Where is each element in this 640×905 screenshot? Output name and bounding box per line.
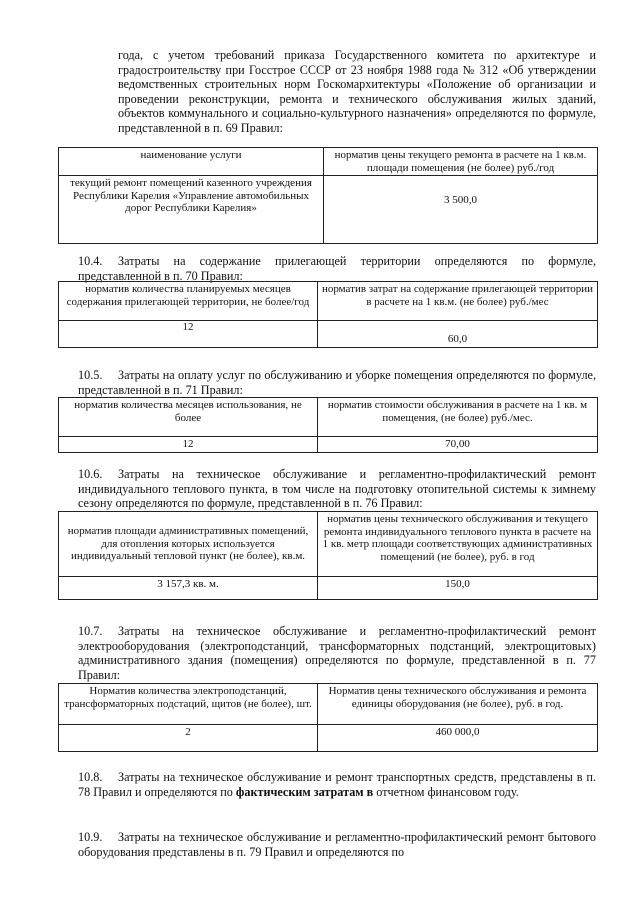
table-cell: текущий ремонт помещений казенного учреждения Республики Карелия «Управление автомобильных дорог Республики Карелия» bbox=[59, 176, 324, 244]
intro-paragraph: года, с учетом требований приказа Государственного комитета по архитектуре и градостроительству при Госстрое СССР от 23 ноября 1988 года № 312 «Об утверждении ведомственных строительных норм Госкомархитектуры «Положение об организации и проведении реконструкции, ремонта и технического обслуживания жилых зданий, объектов коммунального и социально-культурного назначения» определяются по формуле, представленной в п. 69 Правил: bbox=[118, 48, 596, 135]
table-cell: 460 000,0 bbox=[318, 725, 598, 752]
table-header-row bbox=[59, 282, 598, 321]
table-header-cell: норматив затрат на содержание прилегающей территории в расчете на 1 кв.м. (не более) руб./мес bbox=[318, 282, 598, 321]
table-cleaning bbox=[58, 397, 598, 453]
table-cell: 12 bbox=[59, 437, 318, 453]
section-number: 10.7. bbox=[78, 624, 103, 638]
section-10-8 bbox=[78, 770, 596, 799]
table-cell: 70,00 bbox=[318, 437, 598, 453]
section-number: 10.5. bbox=[78, 368, 103, 382]
table-header-cell: норматив цены технического обслуживания и текущего ремонта индивидуального теплового пункта в расчете на 1 кв. метр площади соответствующих административных помещений (не более), руб. в год bbox=[318, 512, 598, 577]
table-row bbox=[59, 176, 598, 244]
section-number: 10.8. bbox=[78, 770, 103, 784]
table-row bbox=[59, 437, 598, 453]
table-current-repair bbox=[58, 147, 598, 244]
table-electro bbox=[58, 683, 598, 752]
section-text: Затраты на содержание прилегающей территории определяются по формуле, представленной в п. 70 Правил: bbox=[78, 254, 596, 283]
section-number: 10.4. bbox=[78, 254, 103, 268]
table-header-row bbox=[59, 684, 598, 725]
table-cell: 3 157,3 кв. м. bbox=[59, 577, 318, 600]
table-cell: 12 bbox=[59, 321, 318, 348]
table-header-cell: норматив цены текущего ремонта в расчете на 1 кв.м. площади помещения (не более) руб./год bbox=[324, 148, 598, 176]
section-text: Затраты на техническое обслуживание и регламентно-профилактический ремонт бытового оборудования представлены в п. 79 Правил и определяются по bbox=[78, 830, 596, 859]
table-header-cell: норматив количества месяцев использования, не более bbox=[59, 398, 318, 437]
table-header-cell: Норматив цены технического обслуживания и ремонта единицы оборудования (не более), руб. в год. bbox=[318, 684, 598, 725]
section-10-9 bbox=[78, 830, 596, 859]
table-cell: 60,0 bbox=[318, 321, 598, 348]
table-header-cell: норматив стоимости обслуживания в расчете на 1 кв. м помещения, (не более) руб./мес. bbox=[318, 398, 598, 437]
section-10-5 bbox=[78, 368, 596, 397]
table-header-row bbox=[59, 398, 598, 437]
table-row bbox=[59, 725, 598, 752]
section-text: отчетном финансовом году. bbox=[373, 784, 519, 799]
table-row bbox=[59, 577, 598, 600]
table-territory bbox=[58, 281, 598, 348]
table-heat-point bbox=[58, 511, 598, 600]
section-text: Затраты на техническое обслуживание и ремонт транспортных средств, представлены в п. 78 Правил и определяются по bbox=[78, 770, 596, 799]
section-number: 10.6. bbox=[78, 467, 103, 481]
table-cell: 2 bbox=[59, 725, 318, 752]
section-text-bold: фактическим затратам в bbox=[235, 784, 374, 799]
table-cell: 3 500,0 bbox=[324, 176, 598, 244]
table-header-row bbox=[59, 512, 598, 577]
table-header-cell: наименование услуги bbox=[59, 148, 324, 176]
section-text: Затраты на оплату услуг по обслуживанию и уборке помещения определяются по формуле, представленной в п. 71 Правил: bbox=[78, 368, 596, 397]
section-text: Затраты на техническое обслуживание и регламентно-профилактический ремонт электрооборудования (электроподстанций, трансформаторных подстанций, электрощитовых) административного здания (помещения) определяются по формуле, представленной в п. 77 Правил: bbox=[78, 624, 596, 682]
section-10-6 bbox=[78, 467, 596, 511]
table-header-row bbox=[59, 148, 598, 176]
section-number: 10.9. bbox=[78, 830, 103, 844]
table-header-cell: норматив площади административных помещений, для отопления которых используется индивидуальный тепловой пункт (не более), кв.м. bbox=[59, 512, 318, 577]
section-10-7 bbox=[78, 624, 596, 682]
table-row bbox=[59, 321, 598, 348]
section-10-4 bbox=[78, 254, 596, 283]
table-header-cell: Норматив количества электроподстанций, трансформаторных подстаций, щитов (не более), шт. bbox=[59, 684, 318, 725]
table-header-cell: норматив количества планируемых месяцев содержания прилегающей территории, не более/год bbox=[59, 282, 318, 321]
table-cell: 150,0 bbox=[318, 577, 598, 600]
section-text: Затраты на техническое обслуживание и регламентно-профилактический ремонт индивидуального теплового пункта, в том числе на подготовку отопительной системы к зимнему сезону определяются по формуле, представленной в п. 76 Правил: bbox=[78, 467, 596, 511]
